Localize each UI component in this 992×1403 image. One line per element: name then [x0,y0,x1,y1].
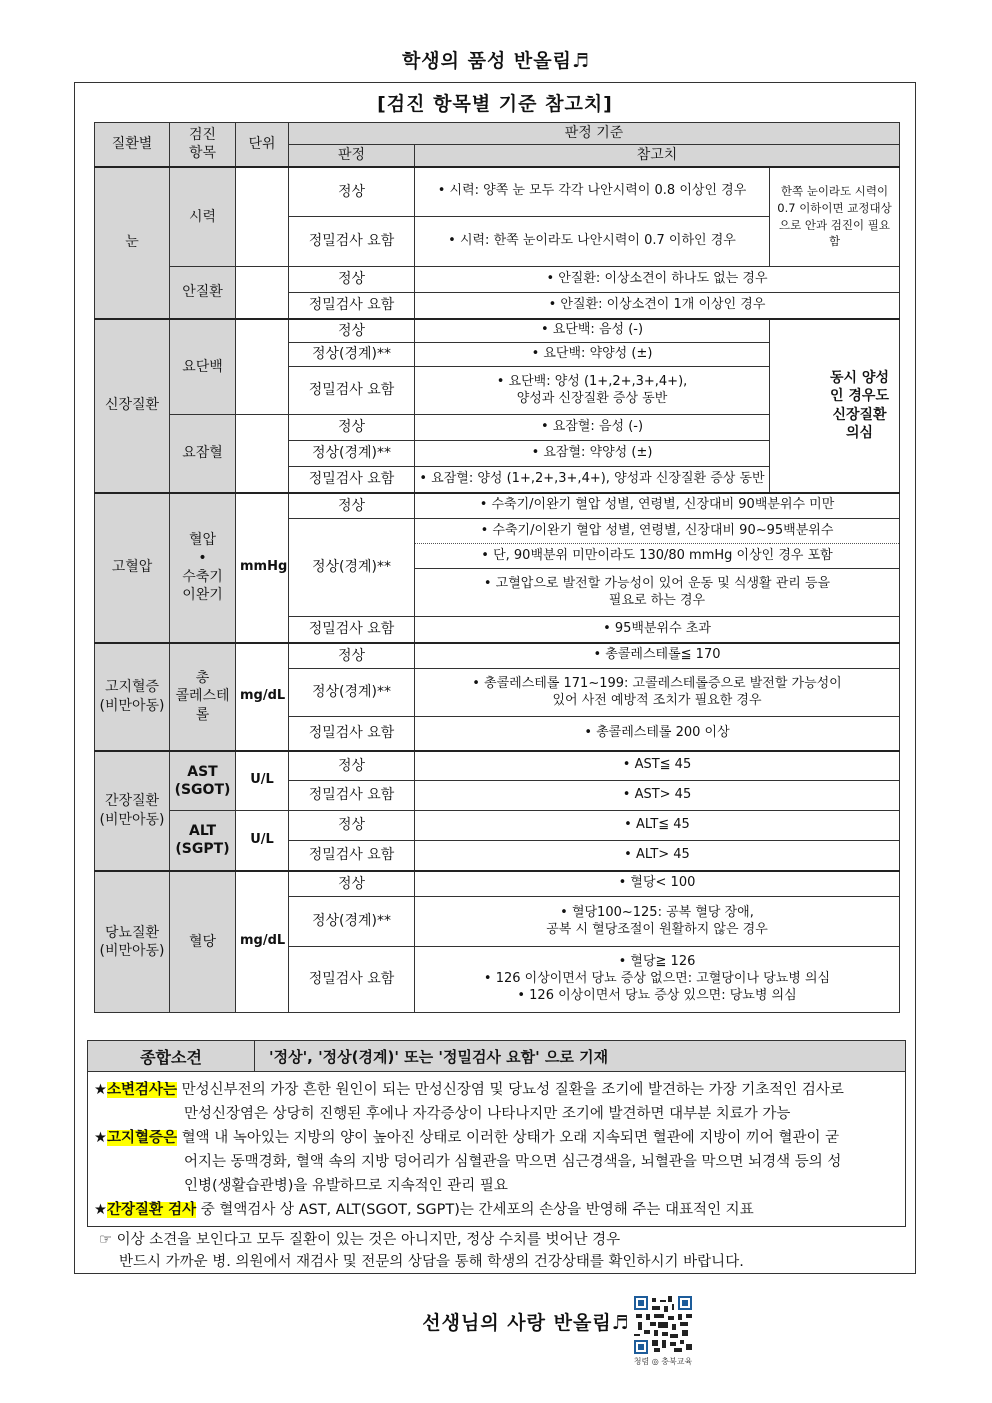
judgment-normal: 정상 [289,319,415,343]
item-alt [170,811,236,871]
ast-line-2: (SGOT) [174,781,231,798]
protein-detailed-1: • 요단백: 양성 (1+,2+,3+,4+), [496,373,688,389]
vision-normal: • 시력: 양쪽 눈 모두 각각 나안시력이 0.8 이상인 경우 [415,167,770,217]
bp-line-2: • [198,550,207,567]
summary-label: 종합소견 [88,1041,255,1071]
eye-disease-detailed: • 안질환: 이상소견이 1개 이상인 경우 [415,293,900,319]
urine-line-1: 만성신부전의 가장 흔한 원인이 되는 만성신장염 및 당뇨성 질환을 조기에 발견하는 가장 기초적인 검사로 [177,1082,844,1098]
protein-detailed [415,367,770,415]
disease-hypertension: 고혈압 [95,493,170,643]
judgment-normal: 정상 [289,871,415,897]
lipid-line-3: 인병(생활습관병)을 유발하므로 지속적인 관리 필요 [184,1178,508,1194]
unit-mgdl-glucose: mg/dL [236,871,289,1013]
lipid-line-1: 혈액 내 녹아있는 지방의 양이 높아진 상태로 이러한 상태가 오래 지속되면 혈관에 지방이 끼어 혈관이 굳 [177,1130,840,1146]
lipid-tag: 고지혈증은 [107,1130,178,1146]
judgment-border: 정상(경계)** [289,441,415,467]
item-vision: 시력 [170,167,236,267]
liver-disease-2: (비만아동) [99,811,165,828]
disease-liver [95,751,170,871]
summary-instruction: '정상', '정상(경계)' 또는 '정밀검사 요함' 으로 기재 [269,1047,609,1066]
blood-border: • 요잠혈: 약양성 (±) [415,441,770,467]
alt-line-2: (SGPT) [175,841,230,858]
bp-line-3: 수축기 [182,568,223,585]
unit-eye-disease [236,267,289,319]
lipid-border-2: 있어 사전 예방적 조치가 필요한 경우 [552,692,762,708]
item-eye-disease: 안질환 [170,267,236,319]
footer-text: 선생님의 사랑 반올림♬ [422,1312,630,1334]
glucose-border [415,897,900,947]
unit-blood [236,415,289,493]
kidney-note-text: 동시 양성인 경우도 신장질환 의심 [830,370,889,441]
liver-disease-1: 간장질환 [104,793,160,810]
col-reference: 참고치 [415,145,900,167]
star: ★ [94,1082,107,1098]
lipid-detailed: • 총콜레스테롤 200 이상 [415,717,900,751]
bp-border-3a: • 고혈압으로 발전할 가능성이 있어 운동 및 식생활 관리 등을 [483,575,831,591]
glucose-border-2: 공복 시 혈당조절이 원활하지 않은 경우 [546,921,768,937]
summary-lipid [94,1126,899,1150]
chol-line-3: 롤 [195,706,210,723]
unit-mmhg: mmHg [236,493,289,643]
summary-urine [94,1078,899,1102]
disease-eye: 눈 [95,167,170,319]
judgment-detailed: 정밀검사 요함 [289,717,415,751]
bp-border-1: • 수축기/이완기 혈압 성별, 연령별, 신장대비 90~95백분위수 [415,519,900,544]
lipid-border [415,669,900,717]
page-title: [검진 항목별 기준 참고치] [377,93,613,115]
alt-detailed: • ALT> 45 [415,841,900,871]
judgment-normal: 정상 [289,267,415,293]
judgment-detailed: 정밀검사 요함 [289,217,415,267]
unit-vision [236,167,289,267]
glucose-border-1: • 혈당100~125: 공복 혈당 장애, [560,904,754,920]
item-cholesterol [170,643,236,751]
lipid-disease-1: 고지혈증 [104,679,160,696]
judgment-normal: 정상 [289,751,415,781]
col-disease: 질환별 [95,123,170,167]
protein-border: • 요단백: 약양성 (±) [415,343,770,367]
summary-header [88,1041,905,1072]
judgment-border: 정상(경계)** [289,669,415,717]
judgment-detailed: 정밀검사 요함 [289,781,415,811]
lipid-border-1: • 총콜레스테롤 171~199: 고콜레스테롤증으로 발전할 가능성이 [472,675,842,691]
disease-kidney: 신장질환 [95,319,170,493]
glucose-detailed [415,947,900,1013]
page-header: 학생의 품성 반올림♬ [401,50,591,72]
eye-disease-normal: • 안질환: 이상소견이 하나도 없는 경우 [415,267,900,293]
judgment-border: 정상(경계)** [289,343,415,367]
chol-line-2: 콜레스테 [175,688,230,705]
footnote-line-2: 반드시 가까운 병. 의원에서 재검사 및 전문의 상담을 통해 학생의 건강상태를 확인하시기 바랍니다. [119,1254,744,1270]
page-footer [0,1308,992,1335]
liver-line-1: 중 혈액검사 상 AST, ALT(SGOT, SGPT)는 간세포의 손상을 반영해 주는 대표적인 지표 [196,1202,754,1218]
urine-line-2: 만성신장염은 상당히 진행된 후에나 자각증상이 나타나지만 조기에 발견하면 대부분 치료가 가능 [184,1106,791,1122]
glucose-detailed-2: • 126 이상이면서 당뇨 증상 없으면: 고혈당이나 당뇨병 의심 [483,971,831,987]
judgment-normal: 정상 [289,811,415,841]
col-judgment: 판정 [289,145,415,167]
blood-detailed: • 요잠혈: 양성 (1+,2+,3+,4+), 양성과 신장질환 증상 동반 [415,467,770,493]
col-item: 검진 항목 [170,123,236,167]
judgment-detailed: 정밀검사 요함 [289,367,415,415]
urine-tag: 소변검사는 [107,1082,178,1098]
unit-mgdl: mg/dL [236,643,289,751]
judgment-border: 정상(경계)** [289,519,415,617]
glucose-normal: • 혈당< 100 [415,871,900,897]
judgment-normal: 정상 [289,167,415,217]
glucose-detailed-3: • 126 이상이면서 당뇨 증상 있으면: 당뇨병 의심 [517,987,797,1003]
protein-normal: • 요단백: 음성 (-) [415,319,770,343]
footnote [99,1229,744,1273]
bp-line-1: 혈압 [188,532,217,549]
bp-normal: • 수축기/이완기 혈압 성별, 연령별, 신장대비 90백분위수 미만 [415,493,900,519]
diabetes-disease-1: 당뇨질환 [104,924,160,941]
star: ★ [94,1202,107,1218]
alt-line-1: ALT [189,823,216,840]
judgment-normal: 정상 [289,415,415,441]
bp-border-3 [415,569,900,617]
judgment-border: 정상(경계)** [289,897,415,947]
lipid-line-2: 어지는 동맥경화, 혈액 속의 지방 덩어리가 심혈관을 막으면 심근경색을, 뇌혈관을 막으면 뇌경색 등의 성 [184,1154,842,1170]
col-criteria: 판정 기준 [289,123,900,145]
unit-protein [236,319,289,415]
col-unit: 단위 [236,123,289,167]
kidney-note [770,319,900,493]
ast-detailed: • AST> 45 [415,781,900,811]
blood-normal: • 요잠혈: 음성 (-) [415,415,770,441]
lipid-disease-2: (비만아동) [99,697,165,714]
bp-border-3b: 필요로 하는 경우 [608,592,706,608]
vision-detailed: • 시력: 한쪽 눈이라도 나안시력이 0.7 이하인 경우 [415,217,770,267]
footnote-line-1: ☞ 이상 소견을 보인다고 모두 질환이 있는 것은 아니지만, 정상 수치를 벗어난 경우 [99,1232,621,1248]
summary-body [88,1072,905,1226]
judgment-detailed: 정밀검사 요함 [289,841,415,871]
chol-line-1: 총 [195,670,210,687]
disease-lipid [95,643,170,751]
lipid-normal: • 총콜레스테롤≦ 170 [415,643,900,669]
vision-note: 한쪽 눈이라도 시력이 0.7 이하이면 교정대상으로 안과 검진이 필요함 [770,167,900,267]
judgment-normal: 정상 [289,643,415,669]
disease-diabetes [95,871,170,1013]
item-glucose: 혈당 [170,871,236,1013]
judgment-normal: 정상 [289,493,415,519]
judgment-detailed: 정밀검사 요함 [289,947,415,1013]
judgment-detailed: 정밀검사 요함 [289,617,415,643]
liver-tag: 간장질환 검사 [107,1202,197,1218]
reference-table [94,122,900,1013]
item-ast [170,751,236,811]
item-protein: 요단백 [170,319,236,415]
reference-frame [74,82,916,1274]
unit-ul-ast: U/L [236,751,289,811]
qr-code-icon[interactable] [634,1296,692,1354]
star: ★ [94,1130,107,1146]
summary-box [87,1040,906,1227]
ast-line-1: AST [187,763,218,780]
bp-border-2: • 단, 90백분위 미만이라도 130/80 mmHg 이상인 경우 포함 [415,544,900,569]
item-blood: 요잠혈 [170,415,236,493]
bp-detailed: • 95백분위수 초과 [415,617,900,643]
ast-normal: • AST≦ 45 [415,751,900,781]
diabetes-disease-2: (비만아동) [99,942,165,959]
item-blood-pressure [170,493,236,643]
alt-normal: • ALT≦ 45 [415,811,900,841]
qr-caption: 청렴 ◎ 충북교육 [633,1357,693,1366]
judgment-detailed: 정밀검사 요함 [289,293,415,319]
bp-line-4: 이완기 [182,586,223,603]
judgment-detailed: 정밀검사 요함 [289,467,415,493]
protein-detailed-2: 양성과 신장질환 증상 동반 [516,390,668,406]
unit-ul-alt: U/L [236,811,289,871]
summary-liver [94,1198,899,1222]
glucose-detailed-1: • 혈당≧ 126 [618,954,696,970]
